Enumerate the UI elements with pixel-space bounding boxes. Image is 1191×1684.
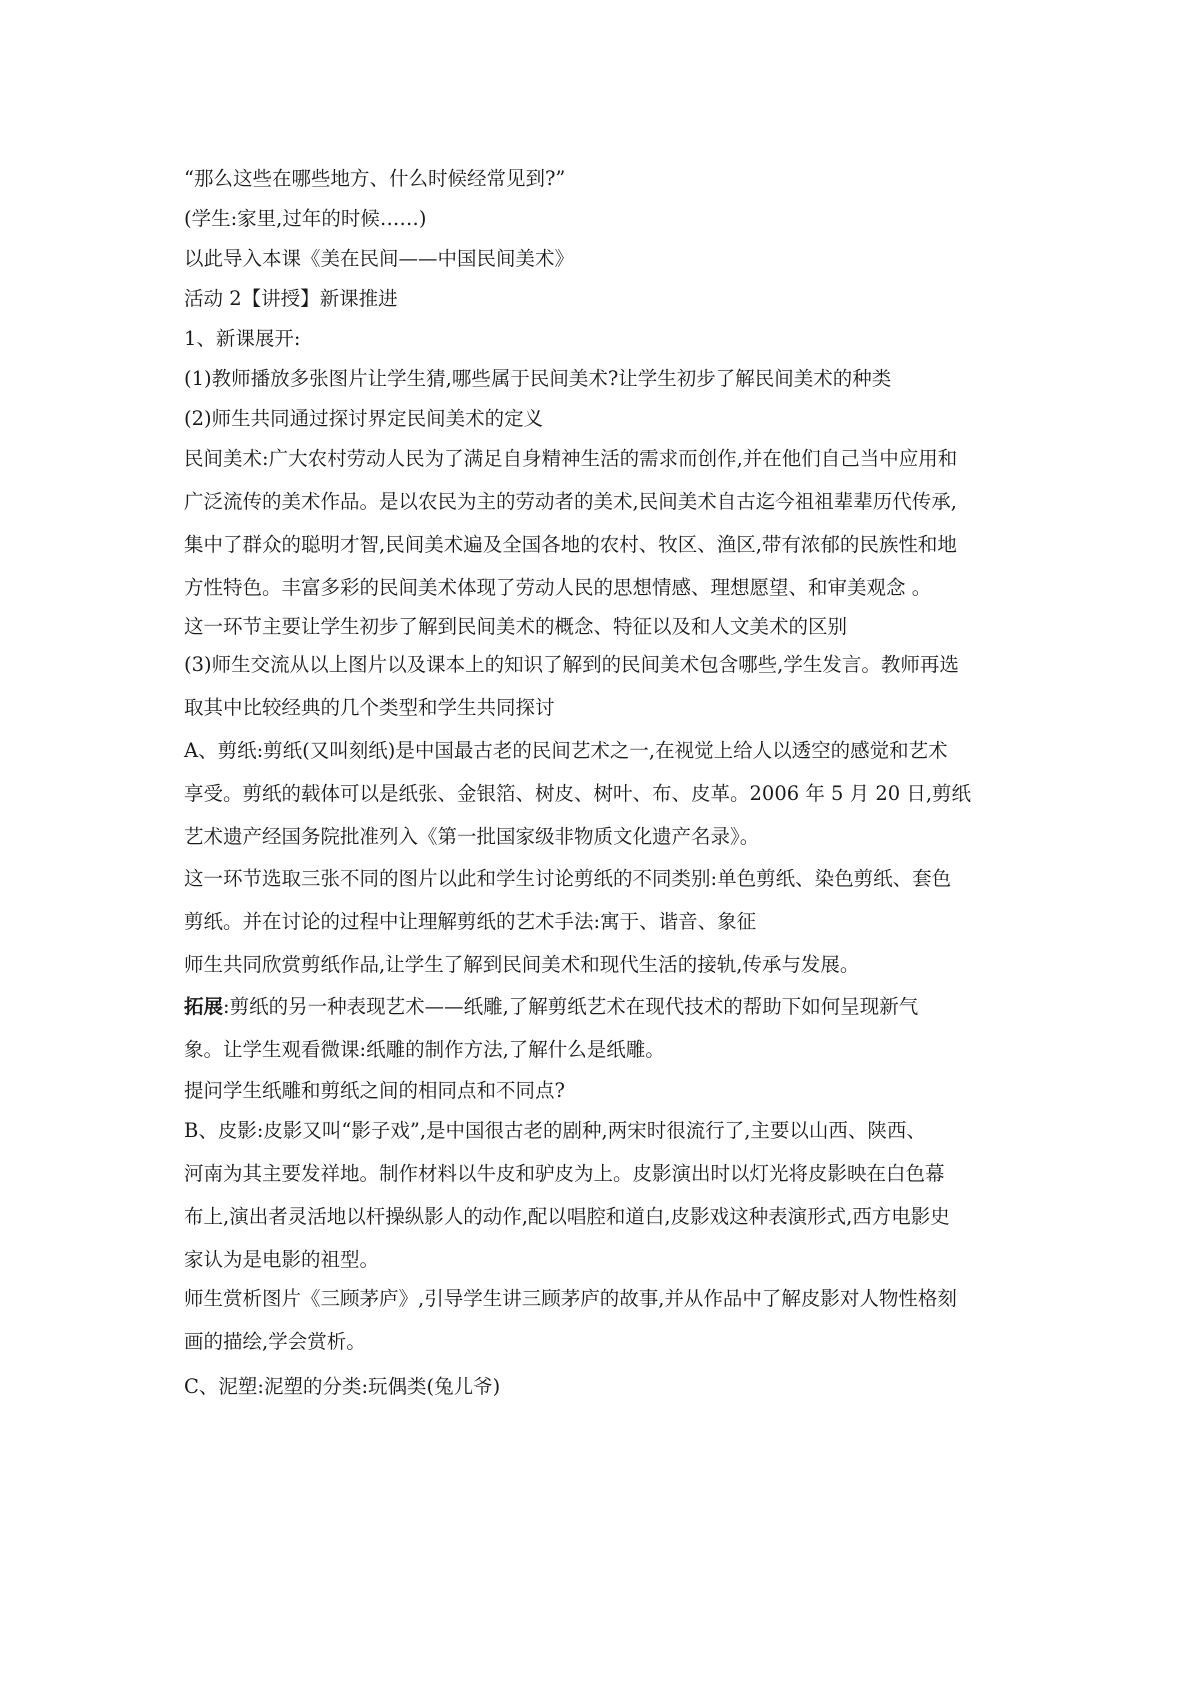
text-line: 广泛流传的美术作品。是以农民为主的劳动者的美术,民间美术自古迄今祖祖辈辈历代传承, xyxy=(184,490,957,513)
text-line: (1)教师播放多张图片让学生猜,哪些属于民间美术?让学生初步了解民间美术的种类 xyxy=(184,367,892,390)
text-line: 方性特色。丰富多彩的民间美术体现了劳动人民的思想情感、理想愿望、和审美观念 。 xyxy=(184,576,932,599)
text-line: 这一环节选取三张不同的图片以此和学生讨论剪纸的不同类别:单色剪纸、染色剪纸、套色 xyxy=(184,867,952,890)
text-line: A、剪纸:剪纸(又叫刻纸)是中国最古老的民间艺术之一,在视觉上给人以透空的感觉和艺术 xyxy=(184,739,948,762)
paragraph-step-3 xyxy=(184,648,959,734)
text-line: 1、新课展开: xyxy=(184,327,301,350)
text-line: 师生共同欣赏剪纸作品,让学生了解到民间美术和现代生活的接轨,传承与发展。 xyxy=(184,953,860,976)
text-line: 提问学生纸雕和剪纸之间的相同点和不同点? xyxy=(184,1079,565,1102)
text-line: 家认为是电影的祖型。 xyxy=(184,1248,380,1271)
text-line: 民间美术:广大农村劳动人民为了满足自身精神生活的需求而创作,并在他们自己当中应用和 xyxy=(184,447,958,470)
text-line: “那么这些在哪些地方、什么时候经常见到?” xyxy=(184,167,566,190)
paragraph-paper-cutting xyxy=(184,734,971,863)
paragraph-folk-art-definition xyxy=(184,442,957,614)
text-line xyxy=(184,990,918,1033)
paragraph-section-heading xyxy=(184,322,300,355)
text-line: 集中了群众的聪明才智,民间美术遍及全国各地的农村、牧区、渔区,带有浓郁的民族性和地 xyxy=(184,533,957,556)
text-line: 艺术遗产经国务院批准列入《第一批国家级非物质文化遗产名录》。 xyxy=(184,825,760,848)
paragraph-question xyxy=(184,162,565,195)
paragraph-question-compare xyxy=(184,1074,565,1107)
text-line: 享受。剪纸的载体可以是纸张、金银箔、树皮、树叶、布、皮革。2006 年 5 月 20 日,剪纸 xyxy=(184,782,972,805)
paragraph-clay-sculpture xyxy=(184,1370,500,1403)
paragraph-student-answer xyxy=(184,202,426,235)
paragraph-shadow-puppetry xyxy=(184,1114,950,1286)
text-line: 剪纸。并在讨论的过程中让理解剪纸的艺术手法:寓于、谐音、象征 xyxy=(184,910,757,933)
text-line: 取其中比较经典的几个类型和学生共同探讨 xyxy=(184,696,555,719)
text-line: 师生赏析图片《三顾茅庐》,引导学生讲三顾茅庐的故事,并从作品中了解皮影对人物性格刻 xyxy=(184,1287,957,1310)
extension-text: :剪纸的另一种表现艺术——纸雕,了解剪纸艺术在现代技术的帮助下如何呈现新气 xyxy=(223,995,919,1018)
text-line: 以此导入本课《美在民间——中国民间美术》 xyxy=(184,247,575,270)
paragraph-step-1 xyxy=(184,362,891,395)
paragraph-three-visits xyxy=(184,1282,957,1368)
text-line: 河南为其主要发祥地。制作材料以牛皮和驴皮为上。皮影演出时以灯光将皮影映在白色幕 xyxy=(184,1162,945,1185)
text-line: (学生:家里,过年的时候……) xyxy=(184,207,427,230)
text-line: (3)师生交流从以上图片以及课本上的知识了解到的民间美术包含哪些,学生发言。教师再选 xyxy=(184,653,959,676)
text-line: 活动 2【讲授】新课推进 xyxy=(184,287,398,310)
text-line: 画的描绘,学会赏析。 xyxy=(184,1330,366,1353)
text-line: B、皮影:皮影又叫“影子戏”,是中国很古老的剧种,两宋时很流行了,主要以山西、陕西、 xyxy=(184,1119,926,1142)
text-line: 象。让学生观看微课:纸雕的制作方法,了解什么是纸雕。 xyxy=(184,1038,665,1061)
extension-label: 拓展 xyxy=(184,995,224,1018)
paragraph-paper-cutting-types xyxy=(184,862,951,948)
text-line: 布上,演出者灵活地以杆操纵影人的动作,配以唱腔和道白,皮影戏这种表演形式,西方电影史 xyxy=(184,1205,950,1228)
text-line: (2)师生共同通过探讨界定民间美术的定义 xyxy=(184,407,544,430)
text-line: C、泥塑:泥塑的分类:玩偶类(兔儿爷) xyxy=(184,1375,501,1398)
text-line: 这一环节主要让学生初步了解到民间美术的概念、特征以及和人文美术的区别 xyxy=(184,615,848,638)
paragraph-extension xyxy=(184,990,918,1076)
paragraph-activity-heading xyxy=(184,282,398,315)
paragraph-appreciation xyxy=(184,948,859,981)
paragraph-section-note xyxy=(184,610,847,643)
paragraph-lesson-intro xyxy=(184,242,574,275)
paragraph-step-2 xyxy=(184,402,543,435)
